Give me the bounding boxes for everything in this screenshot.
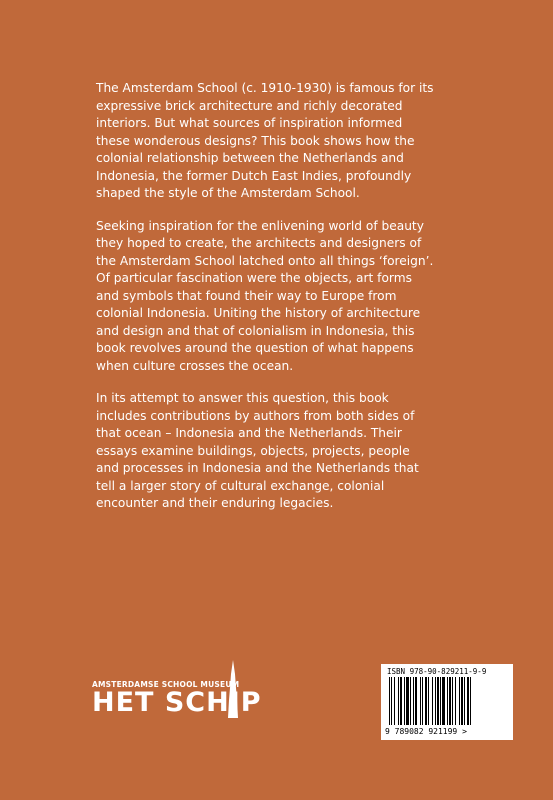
barcode-bar (432, 677, 433, 725)
barcode-bar (389, 677, 390, 725)
barcode-bar (406, 677, 409, 725)
barcode-bar (467, 677, 469, 725)
barcode-bar (442, 677, 445, 725)
isbn-barcode (381, 664, 513, 740)
het-schip-logo (92, 660, 262, 720)
barcode-bar (440, 677, 441, 725)
barcode-bar (455, 677, 456, 725)
barcode-bar (404, 677, 405, 725)
barcode-bar (425, 677, 427, 725)
barcode-digits: 9 789082 921199 > (385, 727, 467, 736)
barcode-bar (464, 677, 465, 725)
paragraph-inspiration: Seeking inspiration for the enlivening world of beauty they hoped to create, the architects and designers of the Amsterdam School latched onto all things ‘foreign’. Of particular fascination were the objects, art forms and symbols that found their way to Europe from colonial Indonesia. Uniting the history of architecture and design and that of colonialism in Indonesia, this book revolves around the question of what happens when culture crosses the ocean. (96, 218, 434, 373)
barcode-bar (400, 677, 402, 725)
barcode-bar (437, 677, 439, 725)
barcode-bar (391, 677, 392, 725)
barcode-bar (415, 677, 417, 725)
logo-museum-name: AMSTERDAMSE SCHOOL MUSEUM (92, 680, 240, 689)
barcode-bars-icon (387, 677, 507, 727)
barcode-bar (410, 677, 411, 725)
barcode-bar (420, 677, 421, 725)
isbn-label: ISBN 978-90-829211-9-9 (387, 667, 487, 676)
barcode-bar (398, 677, 399, 725)
barcode-bar (394, 677, 395, 725)
barcode-bar (470, 677, 471, 725)
barcode-bar (435, 677, 436, 725)
back-cover-text (96, 80, 436, 528)
barcode-bar (459, 677, 460, 725)
barcode-bar (461, 677, 463, 725)
paragraph-contributions: In its attempt to answer this question, this book includes contributions by authors from both sides of that ocean – Indonesia and the Netherlands. Their essays examine buildings, objects, projects, people and processes in Indonesia and the Netherlands that tell a larger story of cultural exchange, colonial encounter and their enduring legacies. (96, 391, 419, 510)
barcode-bar (413, 677, 414, 725)
barcode-bar (447, 677, 448, 725)
paragraph-intro: The Amsterdam School (c. 1910-1930) is famous for its expressive brick architecture and richly decorated interiors. But what sources of inspiration informed these wonderous designs? This book shows how the colonial relationship between the Netherlands and Indonesia, the former Dutch East Indies, profoundly shaped the style of the Amsterdam School. (96, 81, 434, 200)
barcode-bar (449, 677, 451, 725)
logo-het-schip: HET SCHIP (92, 687, 262, 718)
barcode-bar (422, 677, 423, 725)
barcode-bar (452, 677, 453, 725)
barcode-bar (428, 677, 429, 725)
